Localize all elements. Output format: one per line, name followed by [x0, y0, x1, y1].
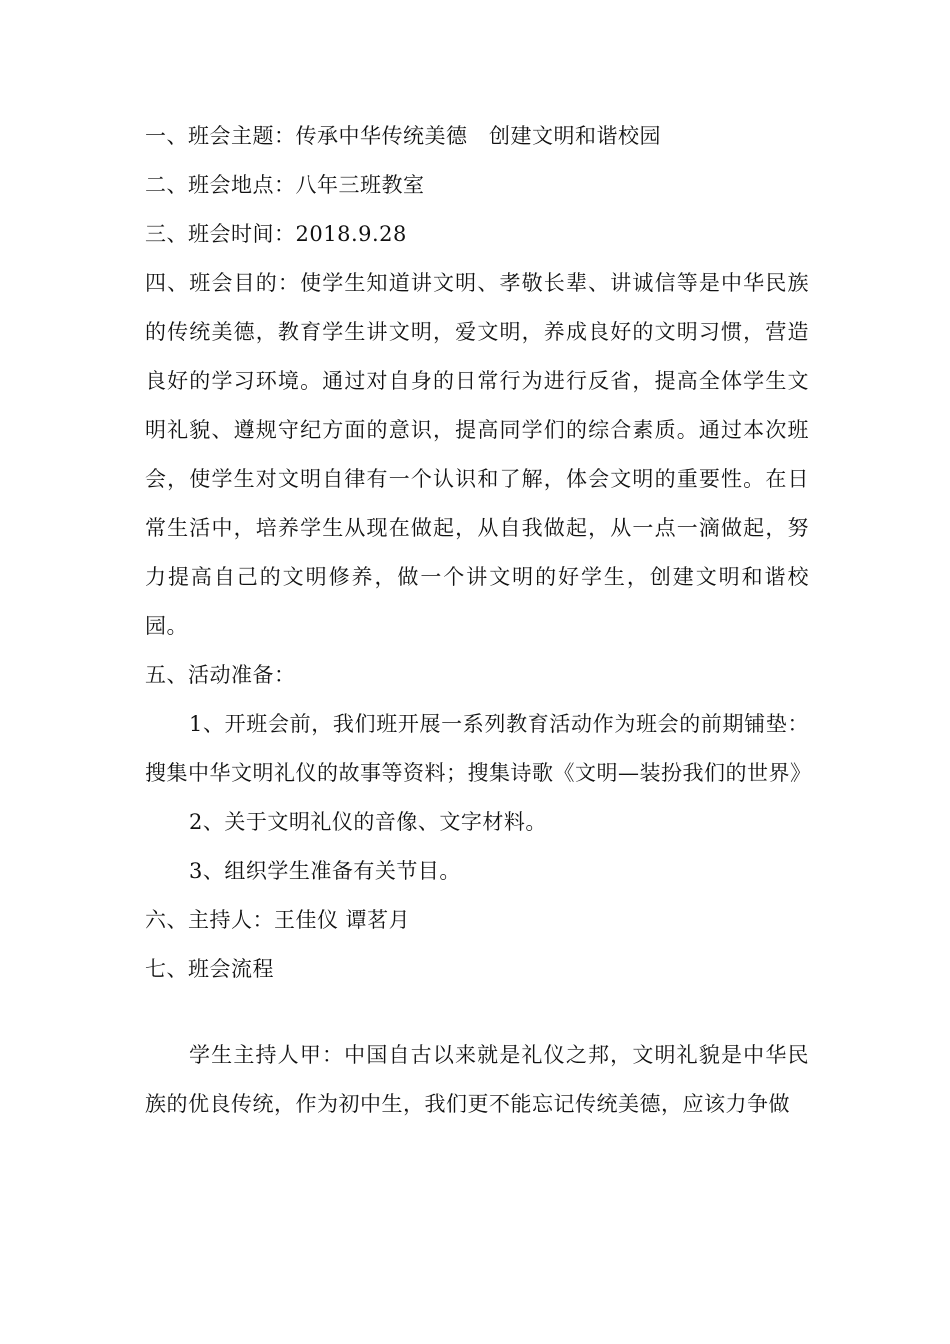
meeting-process-heading: 七、班会流程 — [145, 957, 274, 981]
document-body — [145, 112, 812, 1129]
section-spacer — [145, 994, 809, 1031]
preparation-item-2: 2、关于文明礼仪的音像、文字材料。 — [189, 810, 547, 834]
activity-preparation-heading: 五、活动准备： — [145, 663, 296, 687]
host-a-speech: 学生主持人甲：中国自古以来就是礼仪之邦，文明礼貌是中华民族的优良传统，作为初中生，我们更不能忘记传统美德，应该力争做 — [145, 1043, 809, 1116]
meeting-purpose: 四、班会目的：使学生知道讲文明、孝敬长辈、讲诚信等是中华民族的传统美德，教育学生讲文明，爱文明，养成良好的文明习惯，营造良好的学习环境。通过对自身的日常行为进行反省，提高全体学生文明礼貌、遵规守纪方面的意识，提高同学们的综合素质。通过本次班会，使学生对文明自律有一个认识和了解，体会文明的重要性。在日常生活中，培养学生从现在做起，从自我做起，从一点一滴做起，努力提高自己的文明修养，做一个讲文明的好学生，创建文明和谐校园。 — [145, 271, 809, 638]
preparation-item-1: 1、开班会前，我们班开展一系列教育活动作为班会的前期铺垫：搜集中华文明礼仪的故事等资料；搜集诗歌《文明—装扮我们的世界》 — [145, 712, 812, 785]
meeting-theme: 一、班会主题：传承中华传统美德 创建文明和谐校园 — [145, 124, 661, 148]
meeting-location: 二、班会地点：八年三班教室 — [145, 173, 425, 197]
preparation-item-3: 3、组织学生准备有关节目。 — [189, 859, 461, 883]
meeting-time: 三、班会时间：2018.9.28 — [145, 222, 407, 246]
hosts: 六、主持人：王佳仪 谭茗月 — [145, 908, 411, 932]
